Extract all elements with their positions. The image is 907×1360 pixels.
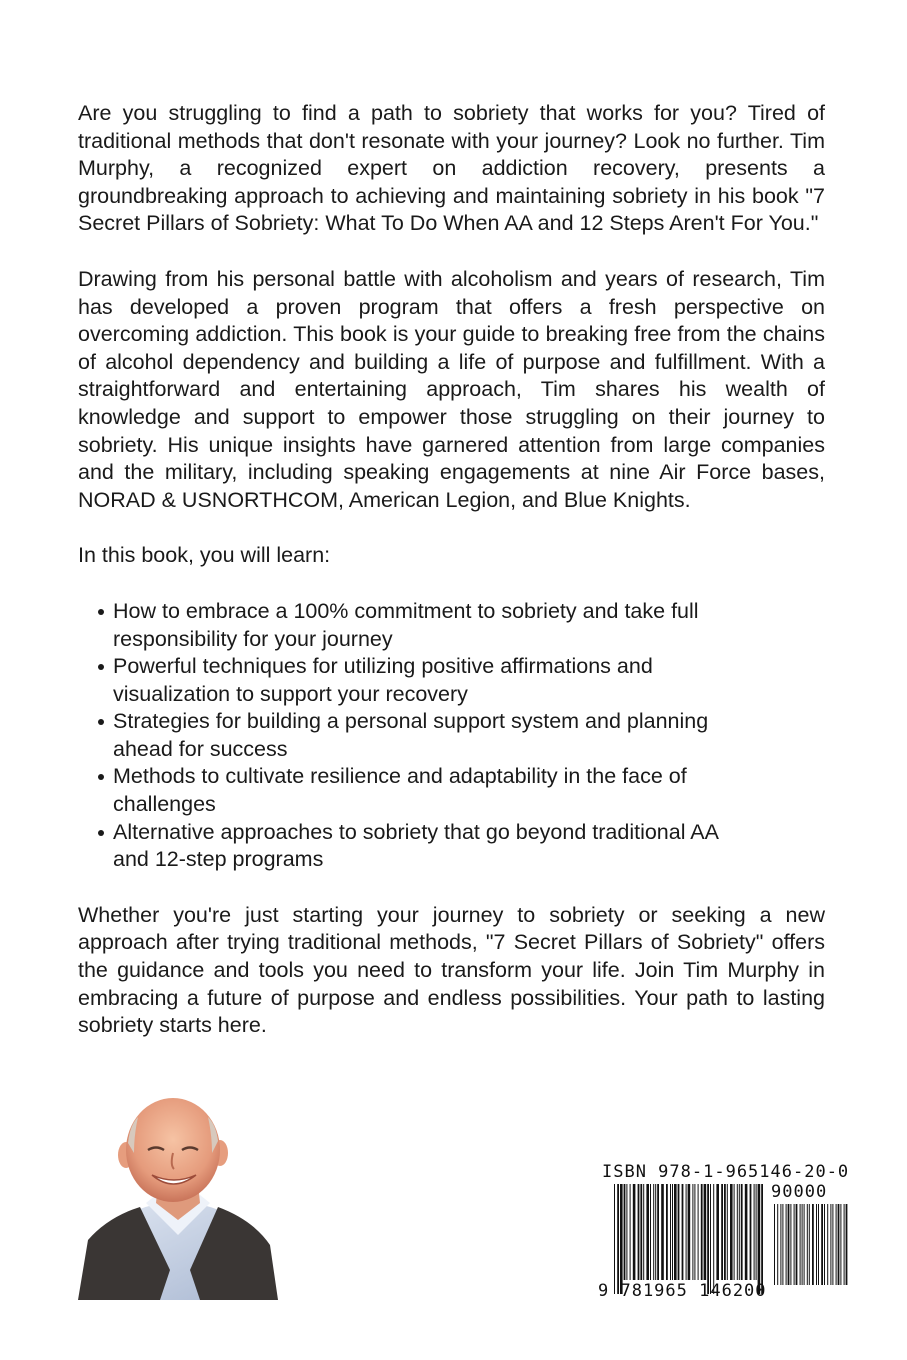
barcode-bar	[790, 1204, 791, 1285]
barcode-bar	[737, 1184, 738, 1280]
barcode-bar	[804, 1204, 805, 1285]
description-paragraph-2: Drawing from his personal battle with alcoholism and years of research, Tim has developed a proven program that offers a fresh perspective on overcoming addiction. This book is your guide to breaking free from the chains of alcohol dependency and building a life of purpose and fulfillment. With a straightforward and entertaining approach, Tim shares his wealth of knowledge and support to empower those struggling on their journey to sobriety. His unique insights have garnered attention from large companies and the military, including speaking engagements at nine Air Force bases, NORAD & USNORTHCOM, American Legion, and Blue Knights.	[78, 266, 825, 512]
barcode-bar	[774, 1204, 775, 1285]
barcode-bar	[838, 1204, 840, 1285]
list-item: How to embrace a 100% commitment to sobriety and take full responsibility for your journey	[98, 598, 753, 653]
barcode-bar	[614, 1184, 615, 1294]
barcode-bar	[666, 1184, 668, 1280]
barcode-bar	[745, 1184, 748, 1280]
barcode-bar	[756, 1184, 757, 1280]
barcode-bar	[836, 1204, 837, 1285]
learn-intro: In this book, you will learn:	[78, 543, 331, 568]
barcode-bar	[674, 1184, 677, 1280]
price-addon-label: 90000	[771, 1182, 828, 1202]
barcode-bar	[809, 1204, 810, 1285]
barcode-bar	[698, 1184, 699, 1280]
barcode-bar	[672, 1184, 673, 1280]
barcode-bar	[794, 1204, 795, 1285]
list-item: Strategies for building a personal support system and planning ahead for success	[98, 708, 753, 763]
back-cover-copy	[78, 100, 825, 1040]
barcode-bar	[716, 1184, 719, 1280]
barcode-bar	[754, 1184, 755, 1280]
barcode-bar	[830, 1204, 831, 1285]
barcode-bar	[761, 1184, 763, 1294]
list-item: Methods to cultivate resilience and adaptability in the face of challenges	[98, 763, 753, 818]
barcode-bar	[640, 1184, 642, 1280]
barcode-bar	[844, 1204, 845, 1285]
closing-paragraph: Whether you're just starting your journey to sobriety or seeking a new approach after trying traditional methods, "7 Secret Pillars of Sobriety" offers the guidance and tools you need to transform your life. Join Tim Murphy in embracing a future of purpose and endless possibilities. Your path to lasting sobriety starts here.	[78, 902, 825, 1038]
barcode-bar	[630, 1184, 631, 1280]
barcode-bar	[741, 1184, 743, 1280]
barcode-bar	[824, 1204, 825, 1285]
barcode-bar	[786, 1204, 787, 1285]
barcode-bar	[710, 1184, 711, 1294]
barcode-bar	[643, 1184, 644, 1280]
barcode-bar	[713, 1184, 714, 1294]
barcode-bar	[821, 1204, 823, 1285]
barcode-bar	[727, 1184, 728, 1280]
barcode-bar	[777, 1204, 778, 1285]
barcode-bar	[701, 1184, 703, 1280]
barcode-bar	[670, 1184, 671, 1280]
list-item: Alternative approaches to sobriety that go beyond traditional AA and 12-step programs	[98, 819, 753, 874]
barcode-bar	[638, 1184, 640, 1280]
barcode-bar	[721, 1184, 723, 1280]
barcode-bar	[782, 1204, 783, 1285]
barcode-bar	[657, 1184, 659, 1280]
barcode-bar	[750, 1184, 752, 1280]
barcode-bar	[730, 1184, 733, 1280]
barcode-bar	[807, 1204, 808, 1285]
barcode-bar	[620, 1184, 623, 1294]
list-item: Powerful techniques for utilizing positive affirmations and visualization to support your recovery	[98, 653, 753, 708]
barcode-bar	[846, 1204, 848, 1285]
barcode-bar	[812, 1204, 814, 1285]
isbn-barcode	[598, 1162, 852, 1304]
author-photo	[78, 1095, 278, 1300]
barcode-bar	[800, 1204, 801, 1285]
barcode-bar	[704, 1184, 707, 1280]
barcode-addon-bars	[774, 1204, 850, 1299]
barcode-bar	[816, 1204, 817, 1285]
barcode-bar	[758, 1184, 761, 1294]
barcode-bar	[682, 1184, 684, 1280]
barcode-bar	[802, 1204, 803, 1285]
barcode-bar	[633, 1184, 636, 1280]
barcode-bar	[624, 1184, 626, 1280]
barcode-bar	[692, 1184, 693, 1280]
barcode-bar	[650, 1184, 651, 1280]
barcode-bar	[739, 1184, 740, 1280]
isbn-label: ISBN 978-1-965146-20-0	[602, 1162, 850, 1182]
barcode-bar	[832, 1204, 833, 1285]
ean-digits: 9 781965 146200	[598, 1281, 767, 1301]
barcode-bar	[653, 1184, 654, 1280]
barcode-bar	[707, 1184, 709, 1294]
barcode-bar	[780, 1204, 781, 1285]
description-paragraph-1: Are you struggling to find a path to sobriety that works for you? Tired of traditional methods that don't resonate with your journey? Look no further. Tim Murphy, a recognized expert on addiction recovery, presents a groundbreaking approach to achieving and maintaining sobriety in his book "7 Secret Pillars of Sobriety: What To Do When AA and 12 Steps Aren't For You."	[78, 101, 825, 236]
barcode-bar	[694, 1184, 695, 1280]
barcode-bar	[646, 1184, 649, 1280]
barcode-bar	[655, 1184, 656, 1280]
barcode-bar	[788, 1204, 790, 1285]
learning-points-list	[78, 598, 825, 874]
barcode-bar	[724, 1184, 726, 1280]
barcode-bar	[688, 1184, 691, 1280]
barcode-bar	[827, 1204, 828, 1285]
barcode-bar	[734, 1184, 735, 1280]
barcode-bar	[626, 1184, 627, 1280]
barcode-bar	[617, 1184, 619, 1294]
barcode-main-bars	[614, 1184, 764, 1294]
barcode-bar	[796, 1204, 798, 1285]
barcode-bar	[678, 1184, 680, 1280]
barcode-bar	[840, 1204, 841, 1285]
barcode-bar	[818, 1204, 819, 1285]
barcode-bar	[686, 1184, 687, 1280]
head	[126, 1098, 220, 1202]
barcode-bar	[661, 1184, 664, 1280]
